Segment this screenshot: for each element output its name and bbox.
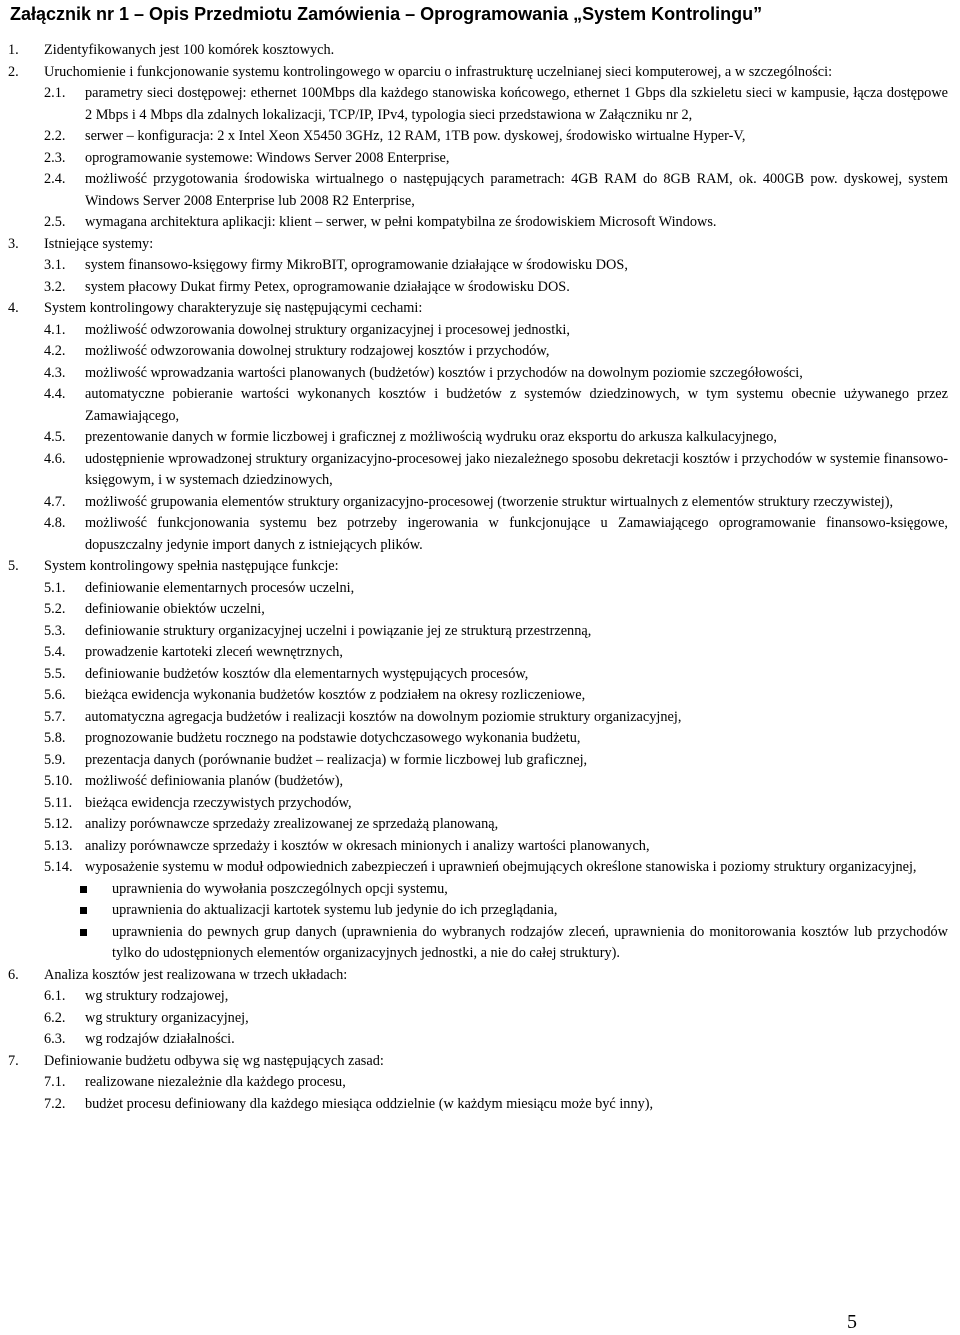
list-item-text: prezentowanie danych w formie liczbowej i graficznej z możliwością wydruku oraz eksportu do arkusza kalkulacyjnego, (85, 429, 777, 445)
list-item-number: 2.2. (44, 128, 66, 144)
list-item (0, 384, 960, 427)
list-item-text: oprogramowanie systemowe: Windows Server 2008 Enterprise, (85, 149, 450, 166)
list-item-number: 5.12. (44, 816, 73, 832)
list-item (0, 83, 960, 126)
list-item (0, 1072, 960, 1094)
list-item-number: 5.2. (44, 601, 66, 617)
list-item-text: analizy porównawcze sprzedaży i kosztów w okresach minionych i analizy wartości planowanych, (85, 837, 650, 854)
bullet-item (0, 879, 960, 901)
list-item-number: 6.3. (44, 1031, 66, 1047)
list-item-number: 5.5. (44, 665, 66, 682)
list-item (0, 642, 960, 664)
list-item-text: prognozowanie budżetu rocznego na podstawie dotychczasowego wykonania budżetu, (85, 730, 581, 746)
list-item-text: uprawnienia do aktualizacji kartotek systemu lub jedynie do ich przeglądania, (112, 902, 558, 918)
list-item-text: wg struktury rodzajowej, (85, 988, 229, 1004)
list-item-text: wymagana architektura aplikacji: klient – serwer, w pełni kompatybilna ze środowiskiem Microsoft Windows. (85, 214, 717, 230)
list-item-text: Zidentyfikowanych jest 100 komórek kosztowych. (44, 42, 335, 58)
list-item-text: definiowanie elementarnych procesów uczelni, (85, 579, 355, 596)
square-bullet-icon (80, 886, 87, 893)
bullet-item (0, 922, 960, 965)
list-item-number: 4.4. (44, 386, 66, 402)
bullet-item (0, 900, 960, 922)
list-item-number: 2.4. (44, 171, 66, 187)
document-title: Załącznik nr 1 – Opis Przedmiotu Zamówienia – Oprogramowania „System Kontrolingu” (10, 4, 763, 24)
list-item-text: prezentacja danych (porównanie budżet – realizacja) w formie liczbowej lub graficznej, (85, 751, 588, 768)
list-item (0, 298, 960, 320)
list-item (0, 814, 960, 836)
list-item (0, 126, 960, 148)
list-item-text: prowadzenie kartoteki zleceń wewnętrznych, (85, 644, 344, 660)
list-item-text: Analiza kosztów jest realizowana w trzech układach: (44, 966, 348, 983)
list-item (0, 148, 960, 170)
list-item-number: 4.8. (44, 515, 66, 531)
list-item (0, 1029, 960, 1051)
list-item (0, 771, 960, 793)
list-item-text: możliwość definiowania planów (budżetów), (85, 773, 344, 789)
list-item (0, 664, 960, 686)
list-item (0, 750, 960, 772)
list-item-text: Istniejące systemy: (44, 235, 154, 252)
list-item-text: realizowane niezależnie dla każdego procesu, (85, 1074, 346, 1090)
list-item (0, 513, 960, 556)
list-item-text: definiowanie obiektów uczelni, (85, 601, 265, 617)
list-item (0, 363, 960, 385)
list-item (0, 62, 960, 84)
list-item-number: 3.1. (44, 257, 66, 273)
list-item (0, 449, 960, 492)
list-item-number: 2.1. (44, 85, 66, 101)
list-item-number: 5.3. (44, 622, 66, 639)
list-item-number: 5.6. (44, 687, 66, 703)
list-item (0, 169, 960, 212)
list-item (0, 1051, 960, 1073)
list-item-number: 5.13. (44, 837, 73, 854)
document-body (0, 40, 960, 1115)
list-item (0, 793, 960, 815)
list-item (0, 578, 960, 600)
page-number: 5 (847, 1311, 857, 1333)
list-item-number: 4.7. (44, 493, 66, 510)
list-item-number: 4.3. (44, 364, 66, 381)
list-item-number: 4. (8, 300, 19, 316)
list-item-text: możliwość przygotowania środowiska wirtualnego o następujących parametrach: 4GB RAM do 8GB RAM, ok. 400GB pow. dyskowej, system Windows Server 2008 Enterprise lub 2008 R2 Enterprise, (85, 171, 948, 209)
list-item-number: 1. (8, 42, 19, 58)
square-bullet-icon (80, 907, 87, 914)
list-item-text: uprawnienia do wywołania poszczególnych opcji systemu, (112, 880, 448, 897)
list-item-number: 7.1. (44, 1074, 66, 1090)
list-item-text: możliwość odwzorowania dowolnej struktury organizacyjnej i procesowej jednostki, (85, 321, 570, 338)
list-item-text: wyposażenie systemu w moduł odpowiednich zabezpieczeń i uprawnień obejmujących określone stanowiska i poziomy struktury organizacyjnej, (85, 859, 917, 875)
list-item-text: wg rodzajów działalności. (85, 1031, 235, 1047)
list-item (0, 965, 960, 987)
list-item (0, 707, 960, 729)
list-item (0, 556, 960, 578)
list-item-number: 5.9. (44, 751, 66, 768)
list-item-number: 5.11. (44, 794, 73, 811)
list-item-number: 4.1. (44, 321, 66, 338)
list-item-text: system finansowo-księgowy firmy MikroBIT, oprogramowanie działające w środowisku DOS, (85, 257, 628, 273)
list-item-text: bieżąca ewidencja wykonania budżetów kosztów z podziałem na okresy rozliczeniowe, (85, 687, 586, 703)
list-item (0, 1094, 960, 1116)
list-item-text: udostępnienie wprowadzonej struktury organizacyjno-procesowej jako niezależnego sposobu dekretacji kosztów i przychodów w systemie finansowo-księgowym, i w systemach dziedzinowych, (85, 450, 948, 488)
list-item (0, 212, 960, 234)
list-item (0, 341, 960, 363)
square-bullet-icon (80, 929, 87, 936)
list-item-number: 5.4. (44, 644, 66, 660)
list-item-number: 5.1. (44, 579, 66, 596)
list-item (0, 427, 960, 449)
list-item-text: System kontrolingowy charakteryzuje się następującymi cechami: (44, 300, 423, 316)
list-item (0, 277, 960, 299)
list-item (0, 1008, 960, 1030)
list-item-number: 6. (8, 966, 19, 983)
list-item-text: wg struktury organizacyjnej, (85, 1009, 249, 1026)
list-item (0, 685, 960, 707)
list-item-text: możliwość funkcjonowania systemu bez potrzeby ingerowania w funkcjonujące u Zamawiającego oprogramowanie finansowo-księgowe, dopuszczalny jedynie import danych z istniejących plików. (85, 515, 948, 553)
list-item-number: 2.5. (44, 214, 66, 230)
list-item-text: system płacowy Dukat firmy Petex, oprogramowanie działające w środowisku DOS. (85, 278, 570, 295)
list-item-number: 4.6. (44, 450, 66, 467)
list-item (0, 320, 960, 342)
list-item-number: 4.5. (44, 429, 66, 445)
list-item-text: uprawnienia do pewnych grup danych (uprawnienia do wybranych rodzajów zleceń, uprawnienia do monitorowania kosztów lub przychodów tylko do udostępnionych elementów organizacyjnych jednostki, a nie do całej struktury). (112, 923, 948, 961)
list-item-text: Definiowanie budżetu odbywa się wg następujących zasad: (44, 1052, 384, 1069)
list-item-text: możliwość odwzorowania dowolnej struktury rodzajowej kosztów i przychodów, (85, 343, 550, 359)
list-item-number: 2. (8, 63, 19, 80)
list-item-text: parametry sieci dostępowej: ethernet 100Mbps dla każdego stanowiska końcowego, ethernet 1 Gbps dla szkieletu sieci w kampusie, łącza dostępowe 2 Mbps i 4 Mbps dla zdalnych lokalizacji, TCP/IP, IPv4, typologia sieci przedstawiona w Załączniku nr 2, (85, 85, 948, 123)
list-item-text: budżet procesu definiowany dla każdego miesiąca oddzielnie (w każdym miesiącu może być inny), (85, 1095, 654, 1112)
list-item (0, 599, 960, 621)
list-item-text: serwer – konfiguracja: 2 x Intel Xeon X5450 3GHz, 12 RAM, 1TB pow. dyskowej, środowisko wirtualne Hyper-V, (85, 128, 746, 144)
list-item-number: 5.10. (44, 773, 73, 789)
list-item-text: automatyczne pobieranie wartości wykonanych kosztów i budżetów z systemów dziedzinowych, w tym systemu obecnie używanego przez Zamawiającego, (85, 386, 948, 424)
list-item-number: 3.2. (44, 278, 66, 295)
list-item-text: automatyczna agregacja budżetów i realizacji kosztów na dowolnym poziomie struktury organizacyjnej, (85, 708, 682, 725)
list-item (0, 234, 960, 256)
list-item (0, 728, 960, 750)
list-item-number: 4.2. (44, 343, 66, 359)
list-item-number: 6.2. (44, 1009, 66, 1026)
list-item (0, 255, 960, 277)
list-item-number: 7.2. (44, 1095, 66, 1112)
list-item-number: 6.1. (44, 988, 66, 1004)
list-item (0, 857, 960, 879)
list-item-text: możliwość wprowadzania wartości planowanych (budżetów) kosztów i przychodów na dowolnym poziomie szczegółowości, (85, 364, 803, 381)
list-item (0, 40, 960, 62)
list-item-number: 7. (8, 1052, 19, 1069)
list-item (0, 986, 960, 1008)
list-item-number: 5.8. (44, 730, 66, 746)
list-item (0, 621, 960, 643)
list-item-text: analizy porównawcze sprzedaży zrealizowanej ze sprzedażą planowaną, (85, 816, 499, 832)
list-item-text: Uruchomienie i funkcjonowanie systemu kontrolingowego w oparciu o infrastrukturę uczelnianej sieci komputerowej, a w szczególności: (44, 63, 833, 80)
list-item-number: 5. (8, 558, 19, 574)
list-item-text: możliwość grupowania elementów struktury organizacyjno-procesowej (tworzenie struktur wirtualnych z elementów struktury rzeczywistej), (85, 493, 894, 510)
list-item-text: System kontrolingowy spełnia następujące funkcje: (44, 558, 339, 574)
list-item-number: 5.14. (44, 859, 73, 875)
list-item-number: 5.7. (44, 708, 66, 725)
list-item-number: 2.3. (44, 149, 66, 166)
list-item (0, 836, 960, 858)
list-item-text: definiowanie struktury organizacyjnej uczelni i powiązanie jej ze strukturą przestrzenną, (85, 622, 592, 639)
list-item-number: 3. (8, 235, 19, 252)
list-item (0, 492, 960, 514)
list-item-text: definiowanie budżetów kosztów dla elementarnych występujących procesów, (85, 665, 529, 682)
list-item-text: bieżąca ewidencja rzeczywistych przychodów, (85, 794, 352, 811)
